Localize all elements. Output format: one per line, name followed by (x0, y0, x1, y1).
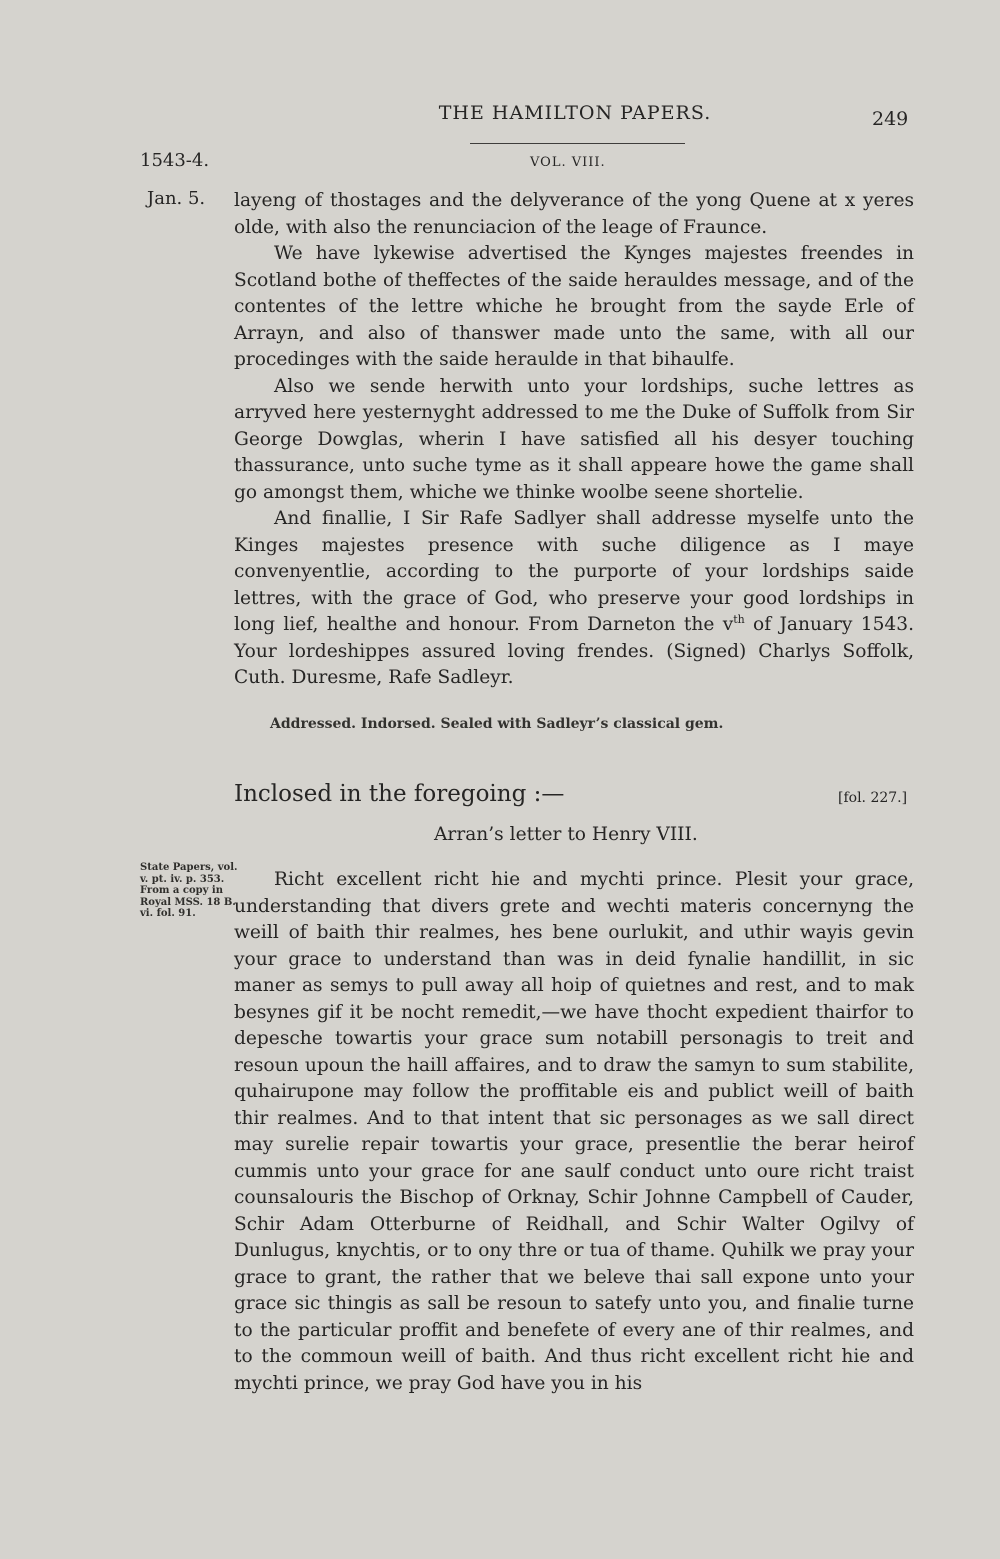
letter-body (234, 188, 914, 692)
running-title: THE HAMILTON PAPERS. (438, 102, 712, 124)
closing-text-continued: of January 1543. Your lordeshippes assured loving frendes. (Signed) Charlys Soffolk, Cuth. Duresme, Rafe Sadleyr. (234, 614, 914, 688)
letter-paragraph: Also we sende herwith unto your lordships, suche lettres as arryved here yesternyght addressed to me the Duke of Suffolk from Sir George Dowglas, wherin I have satisfied all his desyer touching thassurance, unto suche tyme as it shall appeare howe the game shall go amongst them, whiche we thinke woolbe seene shortelie. (234, 375, 914, 503)
folio-reference: [fol. 227.] (838, 790, 908, 806)
superscript: th (733, 612, 745, 626)
volume-label: VOL. VIII. (530, 155, 606, 170)
enclosure-letter-body: Richt excellent richt hie and mychti prince. Plesit your grace, understanding that divers grete and wechti materis concernyng the weill of baith thir realmes, hes bene ourlukit, and uthir wayis gevin your grace to understand than was in deid fynalie handillit, in sic maner as semys to pull away all hoip of quietnes and rest, and to mak besynes gif it be nocht remedit,—we have thocht expedient thairfor to depesche towartis your grace sum notabill personagis to treit and resoun upoun the haill affaires, and to draw the samyn to sum stabilite, quhairupone may follow the proffitable eis and publict weill of baith thir realmes. And to that intent that sic personages as we sall direct may surelie repair towartis your grace, presentlie the berar heirof cummis unto your grace for ane saulf conduct unto oure richt traist counsalouris the Bischop of Orknay, Schir Johnne Campbell of Cauder, Schir Adam Otterburne of Reidhall, and Schir Walter Ogilvy of Dunlugus, knychtis, or to ony thre or tua of thame. Quhilk we pray your grace to grant, the rather that we beleve thai sall expone unto your grace sic thingis as sall be resoun to satefy unto you, and finalie turne to the particular proffit and benefete of every ane of thir realmes, and to the commoun weill of baith. And thus richt excellent richt hie and mychti prince, we pray God have you in his (234, 869, 914, 1394)
letter-paragraph: We have lykewise advertised the Kynges majestes freendes in Scotland bothe of theffectes of the saide herauldes message, and of the contentes of the lettre whiche he brought from the sayde Erle of Arrayn, and also of thanswer made unto the same, with all our procedinges with the saide heraulde in that bihaulfe. (234, 243, 914, 370)
year-range: 1543-4. (140, 150, 210, 171)
header-rule (470, 143, 685, 144)
letter-paragraph: layeng of thostages and the delyverance of the yong Quene at x yeres olde, with also the renunciacion of the leage of Fraunce. (234, 190, 914, 238)
endorsement-note: Addressed. Indorsed. Sealed with Sadleyr’s classical gem. (270, 716, 724, 732)
margin-date: Jan. 5. (147, 188, 206, 209)
enclosure-subtitle: Arran’s letter to Henry VIII. (434, 824, 698, 845)
closing-text: And finallie, I Sir Rafe Sadlyer shall addresse myselfe unto the Kinges majestes presence with suche diligence as I maye convenyentlie, according to the purporte of your lordships saide lettres, with the grace of God, who preserve your good lordships in long lief, healthe and honour. From Darneton the v (234, 508, 914, 635)
enclosure-heading: Inclosed in the foregoing :— (234, 781, 565, 807)
source-sidenote: State Papers, vol. v. pt. iv. p. 353. From a copy in Royal MSS. 18 B. vi. fol. 91. (140, 862, 238, 919)
letter-closing-paragraph (234, 506, 914, 692)
page-number: 249 (872, 108, 909, 130)
